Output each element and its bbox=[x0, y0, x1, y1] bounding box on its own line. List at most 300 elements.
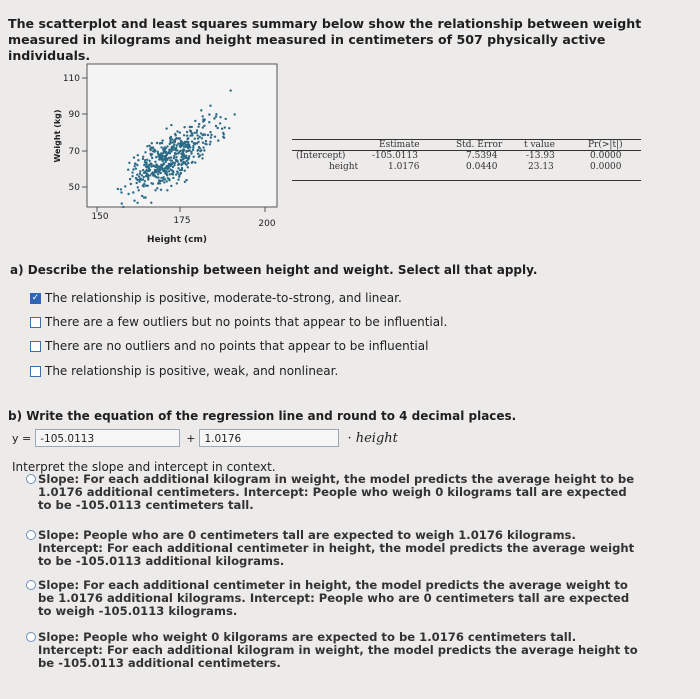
scatter-point bbox=[168, 178, 170, 180]
scatter-point bbox=[221, 128, 223, 130]
scatter-point bbox=[161, 167, 163, 169]
scatter-point bbox=[194, 161, 196, 163]
x-axis-ticks bbox=[91, 207, 275, 229]
scatter-point bbox=[175, 153, 177, 155]
scatter-point bbox=[208, 113, 210, 115]
table-row-label-intercept: (Intercept) bbox=[296, 151, 346, 161]
scatter-point bbox=[142, 169, 144, 171]
scatter-point bbox=[180, 145, 182, 147]
scatter-point bbox=[149, 169, 151, 171]
scatter-point bbox=[202, 126, 204, 128]
scatter-point bbox=[142, 156, 144, 158]
scatter-point bbox=[154, 165, 156, 167]
scatter-point bbox=[175, 156, 177, 158]
scatter-point bbox=[166, 189, 168, 191]
scatter-point bbox=[165, 127, 167, 129]
scatter-point bbox=[201, 137, 203, 139]
slope-input[interactable]: 1.0176 bbox=[199, 429, 339, 447]
scatter-point bbox=[170, 136, 172, 138]
scatter-point bbox=[165, 170, 167, 172]
scatter-point bbox=[138, 175, 140, 177]
scatter-point bbox=[146, 145, 148, 147]
scatter-point bbox=[137, 186, 139, 188]
scatter-point bbox=[120, 188, 122, 190]
scatter-point bbox=[157, 151, 159, 153]
scatter-point bbox=[155, 170, 157, 172]
scatter-point bbox=[187, 141, 189, 143]
scatter-point bbox=[128, 162, 130, 164]
scatter-point bbox=[215, 113, 217, 115]
option-b-1-label: Slope: For each additional kilogram in weight, the model predicts the average height to be 1.0176 additional centimeters. Intercept: People who weigh 0 kilograms tall are expected to be -105.0113 centimeters tall. bbox=[38, 472, 635, 512]
scatter-point bbox=[224, 126, 226, 128]
equation-variable: · height bbox=[347, 430, 398, 446]
scatter-point bbox=[202, 134, 204, 136]
scatter-point bbox=[185, 157, 187, 159]
scatter-point bbox=[181, 163, 183, 165]
scatter-point bbox=[153, 171, 155, 173]
scatter-point bbox=[191, 134, 193, 136]
scatter-point bbox=[196, 142, 198, 144]
scatter-point bbox=[146, 159, 148, 161]
scatter-point bbox=[154, 189, 156, 191]
scatter-point bbox=[145, 169, 147, 171]
scatter-point bbox=[144, 151, 146, 153]
scatter-point bbox=[168, 170, 170, 172]
scatter-point bbox=[124, 185, 126, 187]
scatter-point bbox=[196, 134, 198, 136]
scatter-point bbox=[181, 155, 183, 157]
scatter-point bbox=[213, 117, 215, 119]
scatter-point bbox=[190, 130, 192, 132]
interpret-prompt: Interpret the slope and intercept in context. bbox=[12, 460, 276, 474]
table-cell-intercept-std-error: 7.5394 bbox=[466, 151, 498, 161]
scatter-point bbox=[180, 160, 182, 162]
scatter-point bbox=[155, 156, 157, 158]
scatter-point bbox=[230, 89, 232, 91]
x-axis-label: Height (cm) bbox=[147, 235, 207, 245]
scatter-point bbox=[210, 136, 212, 138]
option-a-2-label: There are a few outliers but no points that appear to be influential. bbox=[45, 315, 448, 329]
y-tick-label-70: 70 bbox=[68, 147, 80, 157]
scatter-point bbox=[193, 156, 195, 158]
table-cell-height-estimate: 1.0176 bbox=[388, 162, 420, 172]
scatter-point bbox=[188, 155, 190, 157]
scatter-point bbox=[210, 134, 212, 136]
scatter-point bbox=[133, 156, 135, 158]
scatter-point bbox=[159, 182, 161, 184]
scatter-point bbox=[127, 193, 129, 195]
scatter-point bbox=[207, 134, 209, 136]
table-cell-height-std-error: 0.0440 bbox=[466, 162, 498, 172]
scatter-point bbox=[162, 160, 164, 162]
scatter-point bbox=[209, 131, 211, 133]
table-header-std-error: Std. Error bbox=[456, 140, 503, 150]
scatter-point bbox=[166, 180, 168, 182]
scatter-point bbox=[186, 160, 188, 162]
scatter-point bbox=[143, 164, 145, 166]
scatter-point bbox=[172, 173, 174, 175]
scatter-point bbox=[171, 160, 173, 162]
x-tick-label-150: 150 bbox=[91, 212, 109, 222]
scatter-point bbox=[184, 170, 186, 172]
scatter-point bbox=[196, 129, 198, 131]
scatter-point bbox=[136, 182, 138, 184]
scatter-point bbox=[173, 143, 175, 145]
scatter-point bbox=[168, 157, 170, 159]
scatter-point bbox=[170, 150, 172, 152]
option-a-4-label: The relationship is positive, weak, and nonlinear. bbox=[45, 364, 339, 378]
scatter-point bbox=[142, 178, 144, 180]
scatter-point bbox=[149, 174, 151, 176]
scatter-point bbox=[196, 131, 198, 133]
scatter-point bbox=[136, 174, 138, 176]
scatter-point bbox=[172, 177, 174, 179]
scatter-point bbox=[205, 140, 207, 142]
scatter-point bbox=[136, 202, 138, 204]
scatter-point bbox=[188, 150, 190, 152]
scatter-point bbox=[138, 189, 140, 191]
scatter-point bbox=[186, 131, 188, 133]
scatter-point bbox=[204, 143, 206, 145]
scatter-point bbox=[180, 152, 182, 154]
scatter-point bbox=[192, 147, 194, 149]
scatter-point bbox=[150, 182, 152, 184]
scatter-point bbox=[156, 142, 158, 144]
scatter-point bbox=[151, 157, 153, 159]
question-a: a) Describe the relationship between height and weight. Select all that apply. bbox=[10, 263, 538, 277]
scatter-point bbox=[158, 155, 160, 157]
scatter-point bbox=[174, 162, 176, 164]
scatter-point bbox=[138, 181, 140, 183]
scatter-point bbox=[189, 146, 191, 148]
scatter-point bbox=[150, 147, 152, 149]
scatter-point bbox=[169, 149, 171, 151]
scatter-point bbox=[148, 145, 150, 147]
option-b-4-label: Slope: People who weight 0 kilgorams are expected to be 1.0176 centimeters tall. Intercept: For each additional kilogram in weight, the model predicts the average height to be -105.0113 additional centimeters. bbox=[38, 630, 638, 670]
scatter-point bbox=[217, 127, 219, 129]
option-a-1[interactable] bbox=[30, 291, 402, 305]
scatter-point bbox=[145, 185, 147, 187]
scatter-point bbox=[203, 119, 205, 121]
scatter-point bbox=[146, 166, 148, 168]
scatter-point bbox=[197, 137, 199, 139]
scatter-point bbox=[179, 173, 181, 175]
scatter-point bbox=[177, 178, 179, 180]
scatter-point bbox=[215, 115, 217, 117]
scatter-point bbox=[234, 113, 236, 115]
scatter-point bbox=[171, 169, 173, 171]
scatter-point bbox=[152, 174, 154, 176]
scatter-point bbox=[187, 166, 189, 168]
y-tick-label-90: 90 bbox=[68, 110, 80, 120]
scatter-point bbox=[144, 180, 146, 182]
x-tick-label-200: 200 bbox=[258, 219, 276, 229]
scatter-point bbox=[178, 176, 180, 178]
option-a-4[interactable] bbox=[30, 364, 338, 378]
scatter-point bbox=[166, 154, 168, 156]
scatter-point bbox=[132, 168, 134, 170]
checkbox-checked-icon[interactable]: ✓ bbox=[31, 292, 40, 303]
scatter-point bbox=[175, 149, 177, 151]
option-a-3[interactable] bbox=[30, 339, 428, 353]
regression-table bbox=[292, 139, 641, 181]
scatter-point bbox=[179, 150, 181, 152]
scatter-point bbox=[158, 170, 160, 172]
scatter-point bbox=[176, 144, 178, 146]
scatter-point bbox=[163, 181, 165, 183]
option-b-3[interactable] bbox=[38, 579, 638, 618]
scatter-point bbox=[188, 157, 190, 159]
scatter-point bbox=[164, 178, 166, 180]
scatter-point bbox=[137, 154, 139, 156]
scatter-point bbox=[172, 166, 174, 168]
scatter-point bbox=[208, 121, 210, 123]
scatter-point bbox=[169, 138, 171, 140]
scatter-point bbox=[177, 167, 179, 169]
scatter-point bbox=[159, 169, 161, 171]
scatter-point bbox=[184, 181, 186, 183]
scatter-point bbox=[209, 143, 211, 145]
scatter-point bbox=[147, 177, 149, 179]
scatter-point bbox=[170, 124, 172, 126]
scatter-point bbox=[161, 180, 163, 182]
scatter-point bbox=[198, 123, 200, 125]
scatter-point bbox=[185, 146, 187, 148]
table-header-p-value: Pr(>|t|) bbox=[588, 140, 623, 150]
scatter-point bbox=[154, 161, 156, 163]
scatter-point bbox=[228, 127, 230, 129]
scatter-point bbox=[166, 145, 168, 147]
scatter-point bbox=[157, 176, 159, 178]
scatter-point bbox=[136, 164, 138, 166]
scatter-point bbox=[190, 151, 192, 153]
scatter-point bbox=[202, 146, 204, 148]
scatter-point bbox=[176, 182, 178, 184]
scatter-point bbox=[134, 165, 136, 167]
scatter-point bbox=[225, 118, 227, 120]
scatter-point bbox=[194, 120, 196, 122]
scatter-point bbox=[173, 164, 175, 166]
scatter-point bbox=[155, 163, 157, 165]
scatter-point bbox=[202, 142, 204, 144]
scatter-point bbox=[187, 147, 189, 149]
scatter-point bbox=[141, 174, 143, 176]
y-tick-label-50: 50 bbox=[68, 183, 80, 193]
scatter-point bbox=[185, 179, 187, 181]
scatter-point bbox=[160, 189, 162, 191]
scatter-point bbox=[149, 160, 151, 162]
option-b-1[interactable] bbox=[38, 473, 638, 512]
scatter-point bbox=[219, 122, 221, 124]
scatter-point bbox=[121, 202, 123, 204]
scatter-point bbox=[199, 154, 201, 156]
scatter-point bbox=[131, 171, 133, 173]
scatter-point bbox=[171, 147, 173, 149]
scatter-point bbox=[202, 115, 204, 117]
scatter-point bbox=[180, 140, 182, 142]
scatter-point bbox=[177, 152, 179, 154]
scatter-point bbox=[183, 134, 185, 136]
checkbox-icon[interactable] bbox=[30, 317, 41, 328]
option-b-3-label: Slope: For each additional centimeter in height, the model predicts the average weight to be 1.0176 additional kilograms. Intercept: People who are 0 centimeters tall are expected to weigh -105.0113 kilograms. bbox=[38, 578, 630, 618]
plot-frame bbox=[87, 64, 277, 207]
scatter-point bbox=[172, 171, 174, 173]
scatter-point bbox=[144, 159, 146, 161]
scatter-point bbox=[156, 166, 158, 168]
scatter-point bbox=[182, 151, 184, 153]
radio-icon[interactable] bbox=[26, 632, 36, 642]
question-b: b) Write the equation of the regression line and round to 4 decimal places. bbox=[8, 409, 517, 423]
scatter-point bbox=[185, 151, 187, 153]
option-a-2[interactable] bbox=[30, 315, 447, 329]
scatter-point bbox=[203, 149, 205, 151]
scatter-point bbox=[130, 183, 132, 185]
scatter-point bbox=[161, 139, 163, 141]
scatter-point bbox=[164, 172, 166, 174]
checkbox-icon[interactable] bbox=[30, 366, 41, 377]
scatter-point bbox=[142, 184, 144, 186]
option-b-4[interactable] bbox=[38, 631, 638, 670]
scatter-point bbox=[169, 173, 171, 175]
scatter-point bbox=[189, 126, 191, 128]
scatter-point bbox=[141, 195, 143, 197]
y-tick-label-110: 110 bbox=[62, 74, 80, 84]
scatter-point bbox=[209, 141, 211, 143]
scatter-point bbox=[136, 178, 138, 180]
scatter-point bbox=[186, 138, 188, 140]
scatter-point bbox=[175, 160, 177, 162]
scatter-point bbox=[143, 172, 145, 174]
scatter-point bbox=[139, 177, 141, 179]
scatter-point bbox=[186, 144, 188, 146]
scatter-point bbox=[215, 125, 217, 127]
equation-plus: + bbox=[186, 431, 196, 445]
radio-icon[interactable] bbox=[26, 530, 36, 540]
table-header-estimate: Estimate bbox=[379, 140, 420, 150]
scatter-point bbox=[164, 146, 166, 148]
scatter-point bbox=[170, 142, 172, 144]
scatter-point bbox=[151, 142, 153, 144]
scatter-point bbox=[146, 174, 148, 176]
x-tick-label-175: 175 bbox=[173, 216, 191, 226]
scatter-point bbox=[173, 157, 175, 159]
scatter-point bbox=[122, 206, 124, 208]
radio-icon[interactable] bbox=[26, 580, 36, 590]
scatter-point bbox=[170, 185, 172, 187]
scatter-point bbox=[170, 156, 172, 158]
scatter-point bbox=[187, 162, 189, 164]
scatter-point bbox=[162, 163, 164, 165]
y-axis-ticks bbox=[63, 74, 87, 193]
scatterplot bbox=[0, 0, 700, 260]
scatter-point bbox=[167, 152, 169, 154]
scatter-point bbox=[133, 200, 135, 202]
scatter-point bbox=[217, 139, 219, 141]
scatter-point bbox=[148, 165, 150, 167]
table-cell-intercept-estimate: -105.0113 bbox=[372, 151, 418, 161]
scatter-point bbox=[163, 149, 165, 151]
checkbox-icon[interactable] bbox=[30, 341, 41, 352]
equation-y-label: y = bbox=[12, 431, 32, 445]
scatter-point bbox=[154, 150, 156, 152]
scatter-point bbox=[139, 170, 141, 172]
scatter-point bbox=[163, 176, 165, 178]
scatter-point bbox=[200, 132, 202, 134]
scatter-point bbox=[191, 162, 193, 164]
scatter-point bbox=[194, 138, 196, 140]
option-b-2[interactable] bbox=[38, 529, 638, 568]
scatter-point bbox=[158, 179, 160, 181]
scatter-point bbox=[143, 176, 145, 178]
scatter-point bbox=[177, 137, 179, 139]
scatter-point bbox=[183, 126, 185, 128]
scatter-point bbox=[173, 155, 175, 157]
scatter-point bbox=[137, 159, 139, 161]
option-a-1-label: The relationship is positive, moderate-to-strong, and linear. bbox=[45, 291, 402, 305]
scatter-point bbox=[182, 143, 184, 145]
radio-icon[interactable] bbox=[26, 474, 36, 484]
scatter-point bbox=[186, 135, 188, 137]
table-cell-intercept-t-value: -13.93 bbox=[526, 151, 555, 161]
scatter-point bbox=[150, 202, 152, 204]
scatter-point bbox=[129, 178, 131, 180]
scatter-point bbox=[177, 163, 179, 165]
scatter-point bbox=[159, 142, 161, 144]
scatter-point bbox=[204, 134, 206, 136]
scatter-point bbox=[194, 143, 196, 145]
scatter-point bbox=[134, 162, 136, 164]
scatter-point bbox=[199, 136, 201, 138]
scatter-point bbox=[120, 191, 122, 193]
scatter-point bbox=[185, 155, 187, 157]
problem-intro: The scatterplot and least squares summary below show the relationship between weight measured in kilograms and height measured in centimeters of 507 physically active individuals. bbox=[8, 16, 642, 63]
scatter-point bbox=[179, 131, 181, 133]
option-b-2-label: Slope: People who are 0 centimeters tall are expected to weigh 1.0176 kilograms. Intercept: For each additional centimeter in height, the model predicts the average weight to be -105.0113 additional kilograms. bbox=[38, 528, 635, 568]
scatter-point bbox=[131, 175, 133, 177]
scatter-point bbox=[191, 140, 193, 142]
scatter-point bbox=[201, 157, 203, 159]
scatter-point bbox=[150, 165, 152, 167]
table-cell-intercept-p-value: 0.0000 bbox=[590, 151, 622, 161]
table-header-t-value: t value bbox=[524, 140, 555, 150]
scatter-point bbox=[172, 145, 174, 147]
scatter-point bbox=[203, 125, 205, 127]
scatter-point bbox=[127, 169, 129, 171]
scatter-point bbox=[139, 173, 141, 175]
scatter-point bbox=[223, 137, 225, 139]
scatter-point bbox=[176, 130, 178, 132]
intercept-input[interactable]: -105.0113 bbox=[35, 429, 180, 447]
scatter-point bbox=[142, 158, 144, 160]
scatter-point bbox=[185, 164, 187, 166]
scatter-point bbox=[164, 157, 166, 159]
scatter-point bbox=[160, 157, 162, 159]
scatter-point bbox=[182, 148, 184, 150]
scatter-point bbox=[152, 150, 154, 152]
scatter-point bbox=[200, 109, 202, 111]
scatter-point bbox=[160, 177, 162, 179]
scatter-point bbox=[223, 133, 225, 135]
scatter-point bbox=[196, 149, 198, 151]
scatter-point bbox=[192, 149, 194, 151]
scatter-point bbox=[175, 173, 177, 175]
scatter-point bbox=[199, 147, 201, 149]
scatter-point bbox=[144, 196, 146, 198]
table-row-label-height: height bbox=[329, 162, 359, 172]
scatter-point bbox=[151, 153, 153, 155]
table-cell-height-t-value: 23.13 bbox=[528, 162, 554, 172]
scatter-point bbox=[135, 168, 137, 170]
